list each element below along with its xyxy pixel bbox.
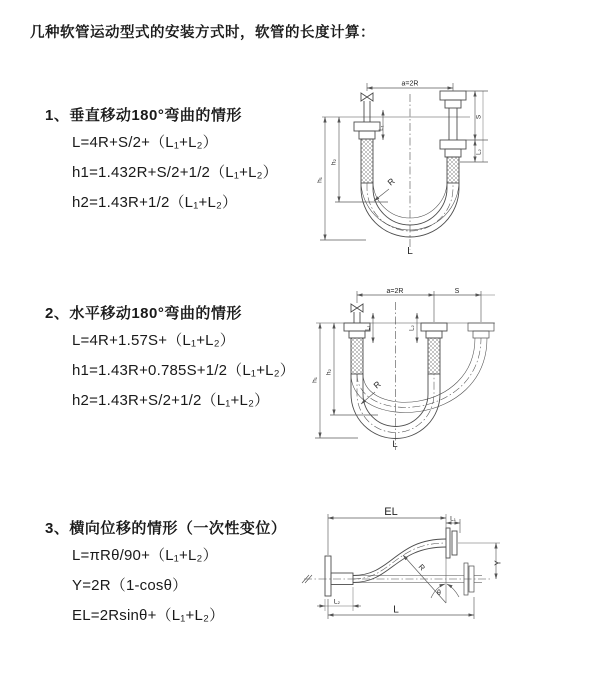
hose-phantom-inner	[363, 338, 475, 402]
hose-phantom-outer	[351, 338, 487, 413]
angle-label: θ	[437, 590, 441, 597]
dim-label-l1: L₁	[450, 515, 456, 523]
dim-label-h1: h₁	[316, 177, 324, 183]
left-braid-section	[351, 338, 363, 374]
radius-leader	[374, 189, 389, 201]
dim-label-h1: h₁	[311, 377, 319, 383]
section-1-formula-h1: h1=1.432R+S/2+1/2（L₁+L₂）	[72, 164, 278, 181]
section-1-heading: 1、垂直移动180°弯曲的情形	[45, 107, 242, 124]
radius-label: R	[385, 175, 397, 188]
page-title: 几种软管运动型式的安装方式时，软管的长度计算：	[30, 25, 375, 41]
left-braid-section	[361, 139, 373, 183]
hose-top-edge	[353, 539, 446, 576]
right-flange-upper	[440, 91, 466, 100]
dim-label-s: S	[454, 288, 460, 295]
angle-arc-right	[447, 584, 459, 597]
diagram-horizontal-180-bend	[303, 282, 600, 462]
valve-icon	[361, 93, 373, 101]
hose-assembly	[322, 91, 470, 250]
length-label: L	[393, 604, 399, 616]
radius-label: R	[416, 562, 428, 573]
section-3-heading: 3、横向位移的情形（一次性变位）	[45, 520, 287, 537]
diagram-lateral-displacement	[296, 503, 600, 658]
hose-inner-curve	[373, 183, 447, 225]
section-1-formula-h2: h2=1.43R+1/2（L₁+L₂）	[72, 194, 238, 211]
dim-label-l1: L₁	[365, 325, 372, 331]
dim-label-l1: L₁	[379, 125, 385, 131]
left-flange	[354, 122, 380, 131]
dimension-lines	[320, 80, 488, 240]
upper-flange	[446, 528, 450, 558]
hose-assembly	[302, 528, 492, 596]
dim-label-a2r: a=2R	[386, 288, 404, 295]
middle-flange	[421, 323, 447, 331]
section-2-formula-h2: h2=1.43R+S/2+1/2（L₁+L₂）	[72, 392, 270, 409]
section-3-formula-L: L=πRθ/90+（L₁+L₂）	[72, 547, 218, 564]
length-label: L	[407, 246, 413, 257]
dim-label-h2: h₂	[325, 368, 333, 376]
dimension-lines	[317, 514, 500, 619]
section-2-heading: 2、水平移动180°弯曲的情形	[45, 305, 242, 322]
hose-assembly	[316, 302, 495, 450]
length-label: L	[392, 439, 398, 450]
dim-label-l2: L₂	[409, 325, 416, 331]
left-flange	[325, 556, 331, 596]
section-2-formula-h1: h1=1.43R+0.785S+1/2（L₁+L₂）	[72, 362, 295, 379]
dim-label-h2: h₂	[330, 158, 338, 166]
diagram-3-labels	[334, 506, 503, 616]
hose-bottom-edge	[353, 547, 446, 583]
section-1-formula-L: L=4R+S/2+（L₁+L₂）	[72, 134, 218, 151]
dim-label-a2r: a=2R	[401, 80, 419, 88]
dim-label-y: Y	[493, 560, 503, 566]
section-3-formula-EL: EL=2Rsinθ+（L₁+L₂）	[72, 607, 225, 624]
right-flange-lower	[440, 140, 466, 149]
section-3-formula-Y: Y=2R（1-cosθ）	[72, 577, 188, 594]
dim-label-l2: L₂	[333, 598, 341, 606]
radius-label: R	[371, 378, 383, 391]
valve-icon	[351, 304, 363, 312]
right-braid-section	[447, 157, 459, 183]
right-flange-phantom	[468, 323, 494, 331]
dimension-lines	[315, 291, 495, 438]
dim-label-s: S	[475, 114, 483, 120]
middle-braid-section	[428, 338, 440, 374]
section-2-formula-L: L=4R+1.57S+（L₁+L₂）	[72, 332, 235, 349]
dim-label-el: EL	[384, 506, 398, 518]
diagram-vertical-180-bend	[308, 70, 598, 265]
dim-label-l2: L₂	[476, 149, 483, 155]
